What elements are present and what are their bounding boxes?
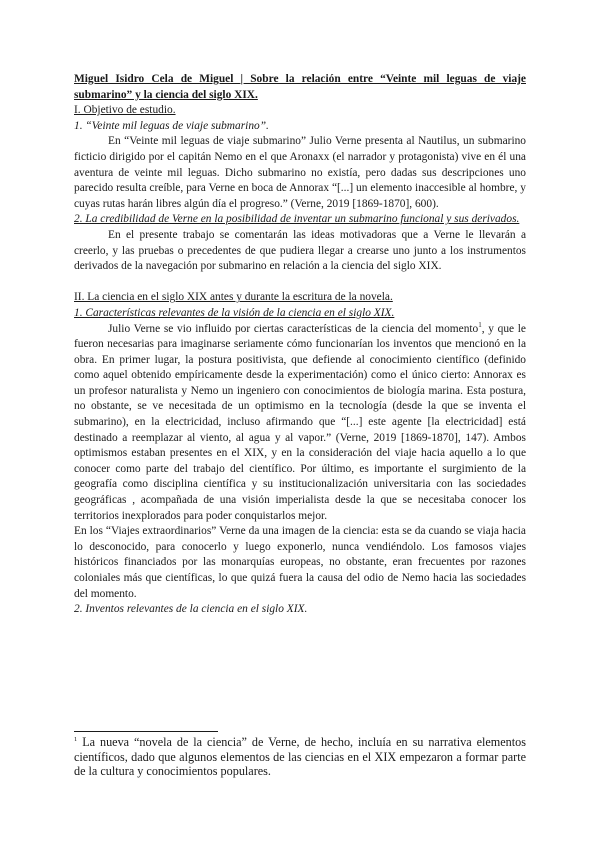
section-heading-science: II. La ciencia en el siglo XIX antes y durante la escritura de la novela. <box>74 291 393 304</box>
subsection-novel-title: 1. “Veinte mil leguas de viaje submarino”. <box>74 119 269 132</box>
footnote-text: La nueva “novela de la ciencia” de Verne, de hecho, incluía en su narrativa elementos científicos, dado que algunos elementos de las ciencias en el XIX empezaron a formar parte de la cultura y conocimientos populares. <box>74 735 526 779</box>
footnote-reference: 1 <box>478 320 482 329</box>
subsection-science-characteristics: 1. Características relevantes de la visión de la ciencia en el siglo XIX. <box>74 306 395 319</box>
paragraph-present-work: En el presente trabajo se comentarán las ideas motivadoras que a Verne le llevarán a creerlo, y las pruebas o precedentes de que pudiera llegar a crearse uno junto a los instrumentos derivados de la navegación por submarino en relación a la ciencia del siglo XIX. <box>74 228 526 273</box>
subsection-credibility: 2. La credibilidad de Verne en la posibilidad de inventar un submarino funcional y sus derivados. <box>74 213 520 226</box>
footnote-separator <box>74 731 218 732</box>
subsection-inventions: 2. Inventos relevantes de la ciencia en el siglo XIX. <box>74 603 308 616</box>
document-body <box>74 72 526 618</box>
section-heading-objective: I. Objetivo de estudio. <box>74 104 176 117</box>
paragraph-science-influence <box>74 322 526 525</box>
document-title: Miguel Isidro Cela de Miguel | Sobre la relación entre “Veinte mil leguas de viaje submarino” y la ciencia del siglo XIX. <box>74 73 526 101</box>
blank-line <box>74 275 526 291</box>
paragraph-text-start: Julio Verne se vio influido por ciertas características de la ciencia del momento <box>108 322 479 335</box>
paragraph-text-end: , y que le fueron necesarias para imaginarse seriamente cómo funcionarían los inventos que mencionó en la obra. En primer lugar, la postura positivista, que defiende al conocimiento científico (definido como aquel obtenido empíricamente desde la experimentación) como el único cierto: Annorax es un profesor naturalista y Nemo un ingeniero con conocimientos de biología marina. Esta postura, no obstante, se ve necesitada de un optimismo en la tecnología (desde la que se inventa el submarino), en la electricidad, incluso afirmando que “[...] este agente [la electricidad] está destinado a reemplazar al viento, al agua y al vapor.” (Verne, 2019 [1869-1870], 147). Ambos optimismos estaban presentes en el XIX, y en la consideración del viaje hacia aquello a lo que conocer como parte del trabajo del científico. Por último, es importante el surgimiento de la geografía como disciplina científica y su institucionalización universitaria con las sociedades geográficas , acompañada de una visión imperialista desde la que se necesitaba conocer los territorios inexplorados para poder conquistarlos mejor. <box>74 322 526 522</box>
paragraph-nautilus: En “Veinte mil leguas de viaje submarino” Julio Verne presenta al Nautilus, un submarino ficticio dirigido por el capitán Nemo en el que Aronaxx (el narrador y protagonista) vive en él una aventura de veinte mil leguas. Dicho submarino no existía, pero dadas sus descripciones uno parecido resulta creíble, para Verne en boca de Annorax “[...] un elemento inaccesible al hombre, y cuyas rutas harán libres algún día el progreso.” (Verne, 2019 [1869-1870], 600). <box>74 135 526 210</box>
paragraph-extraordinary-voyages: En los “Viajes extraordinarios” Verne da una imagen de la ciencia: esta se da cuando se viaja hacia lo desconocido, para conocerlo y luego exponerlo, nunca vendiéndolo. Los famosos viajes históricos financiados por las monarquías europeas, no obstante, eran frecuentes por razones coloniales más que científicas, lo que quizá fuera la causa del odio de Nemo hacia las sociedades del momento. <box>74 525 526 600</box>
footnote-mark: 1 <box>74 735 78 743</box>
footnote <box>74 735 526 779</box>
